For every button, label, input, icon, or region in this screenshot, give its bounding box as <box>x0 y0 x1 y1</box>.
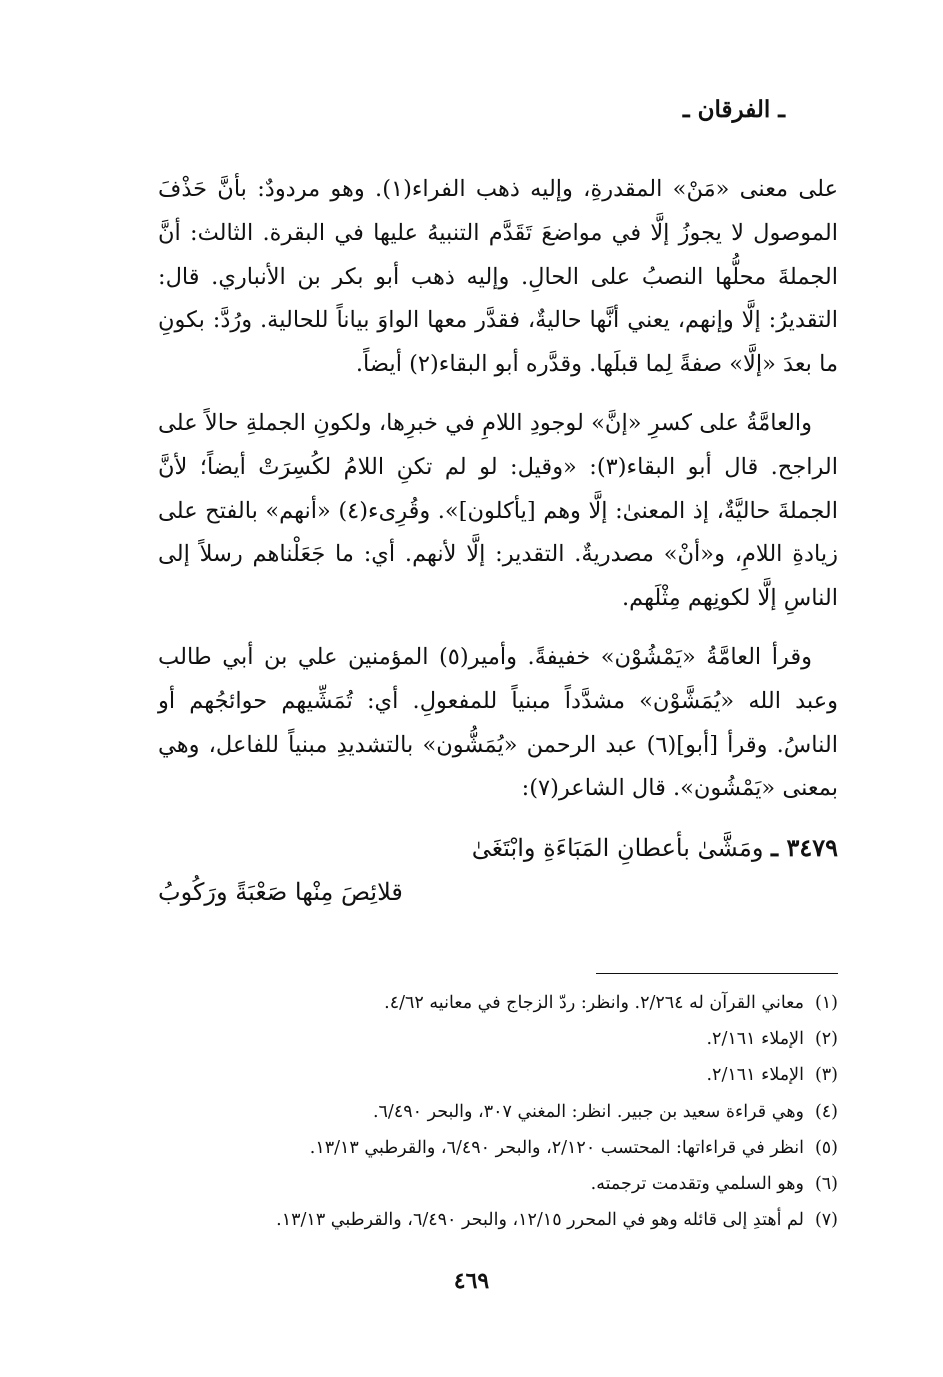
footnote-text: الإملاء ٢/١٦١. <box>706 1029 804 1050</box>
footnote-number: (٢) <box>814 1029 838 1050</box>
footnote <box>148 1021 838 1057</box>
footnote-number: (٤) <box>814 1101 838 1122</box>
verse-first-hemistich <box>158 826 838 870</box>
footnote-text: وهي قراءة سعيد بن جبير. انظر: المغني ٣٠٧، والبحر ٦/٤٩٠. <box>372 1101 804 1122</box>
footnote-text: معاني القرآن له ٢/٢٦٤. وانظر: ردّ الزجاج في معانيه ٤/٦٢. <box>384 993 804 1013</box>
footnote <box>148 1094 838 1130</box>
footnotes <box>148 985 838 1238</box>
footnote-separator <box>596 973 838 974</box>
verse-line-1: ومَشَّىٰ بأعطانِ المَبَاءَةِ وابْتَغَىٰ <box>471 834 764 862</box>
paragraph-1: على معنى «مَنْ» المقدرةِ، وإليه ذهب الفراء(١). وهو مردودٌ: بأنَّ حَذْفَ الموصول لا يجوزُ إلَّا في مواضعَ تَقَدَّم التنبيهُ عليها في البقرة. الثالث: أنَّ الجملةَ محلُّها النصبُ على الحالِ. وإليه ذهب أبو بكر بن الأنباري. قال: التقديرُ: إلَّا وإنهم، يعني أنَّها حاليةٌ، فقدَّر معها الواوَ بياناً للحالية. ورُدَّ: بكونِ ما بعدَ «إلَّا» صفةً لِما قبلَها. وقدَّره أبو البقاء(٢) أيضاً. <box>158 176 838 378</box>
main-text <box>158 168 838 826</box>
paragraph-2-text: والعامَّةُ على كسرِ «إنَّ» لوجودِ اللامِ في خبرِها، ولكونِ الجملةِ حالاً على الراجح. قال أبو البقاء(٣): «وقيل: لو لم تكنِ اللامُ لكُسِرَتْ أيضاً؛ لأنَّ الجملةَ حاليَّةٌ، إذ المعنىٰ: إلَّا وهم [يأكلون]». وقُرِىء(٤) «أنهم» بالفتح على زيادةِ اللامِ، و«أنْ» مصدريةٌ. التقدير: إلَّا لأنهم. أي: ما جَعَلْناهم رسلاً إلى الناسِ إلَّا لكونِهم مِثْلَهم. <box>158 409 839 612</box>
footnote <box>148 1130 838 1166</box>
footnote-number: (١) <box>814 993 838 1013</box>
verse-line-2: قلائِصَ مِنْها صَعْبَةً ورَكُوبُ <box>158 878 403 906</box>
footnote-number: (٥) <box>814 1137 838 1158</box>
footnote-number: (٦) <box>814 1174 838 1195</box>
footnote-number: (٣) <box>814 1065 838 1086</box>
running-header: ـ الفرقان ـ <box>682 96 785 123</box>
paragraph-3-text: وقرأ العامَّةُ «يَمْشُوْن» خفيفةً. وأمير(٥) المؤمنين علي بن أبي طالب وعبد الله «يُمَشَّوْن» مشدَّداً مبنياً للمفعولِ. أي: تُمَشِّيهم حوائجُهم أو الناسُ. وقرأ [أبو](٦) عبد الرحمن «يُمَشُّون» بالتشديدِ مبنياً للفاعل، وهي بمعنى «يَمْشُون». قال الشاعر(٧): <box>158 643 839 802</box>
footnote <box>148 1202 838 1238</box>
footnote-text: لم أهتدِ إلى قائله وهو في المحرر ١٢/١٥، والبحر ٦/٤٩٠، والقرطبي ١٣/١٣. <box>276 1210 804 1231</box>
footnote-text: انظر في قراءاتها: المحتسب ٢/١٢٠، والبحر ٦/٤٩٠، والقرطبي ١٣/١٣. <box>309 1137 804 1158</box>
paragraph-3 <box>158 636 838 811</box>
poetry-verse <box>158 826 838 914</box>
verse-number: ٣٤٧٩ ـ <box>771 833 838 862</box>
page-number: ٤٦٩ <box>453 1268 490 1294</box>
footnote <box>148 985 838 1021</box>
footnote-text: الإملاء ٢/١٦١. <box>706 1065 804 1086</box>
footnote <box>148 1057 838 1093</box>
footnote-text: وهو السلمي وتقدمت ترجمته. <box>590 1174 804 1195</box>
footnote-number: (٧) <box>814 1210 838 1231</box>
paragraph-2 <box>158 402 838 621</box>
footnote <box>148 1166 838 1202</box>
